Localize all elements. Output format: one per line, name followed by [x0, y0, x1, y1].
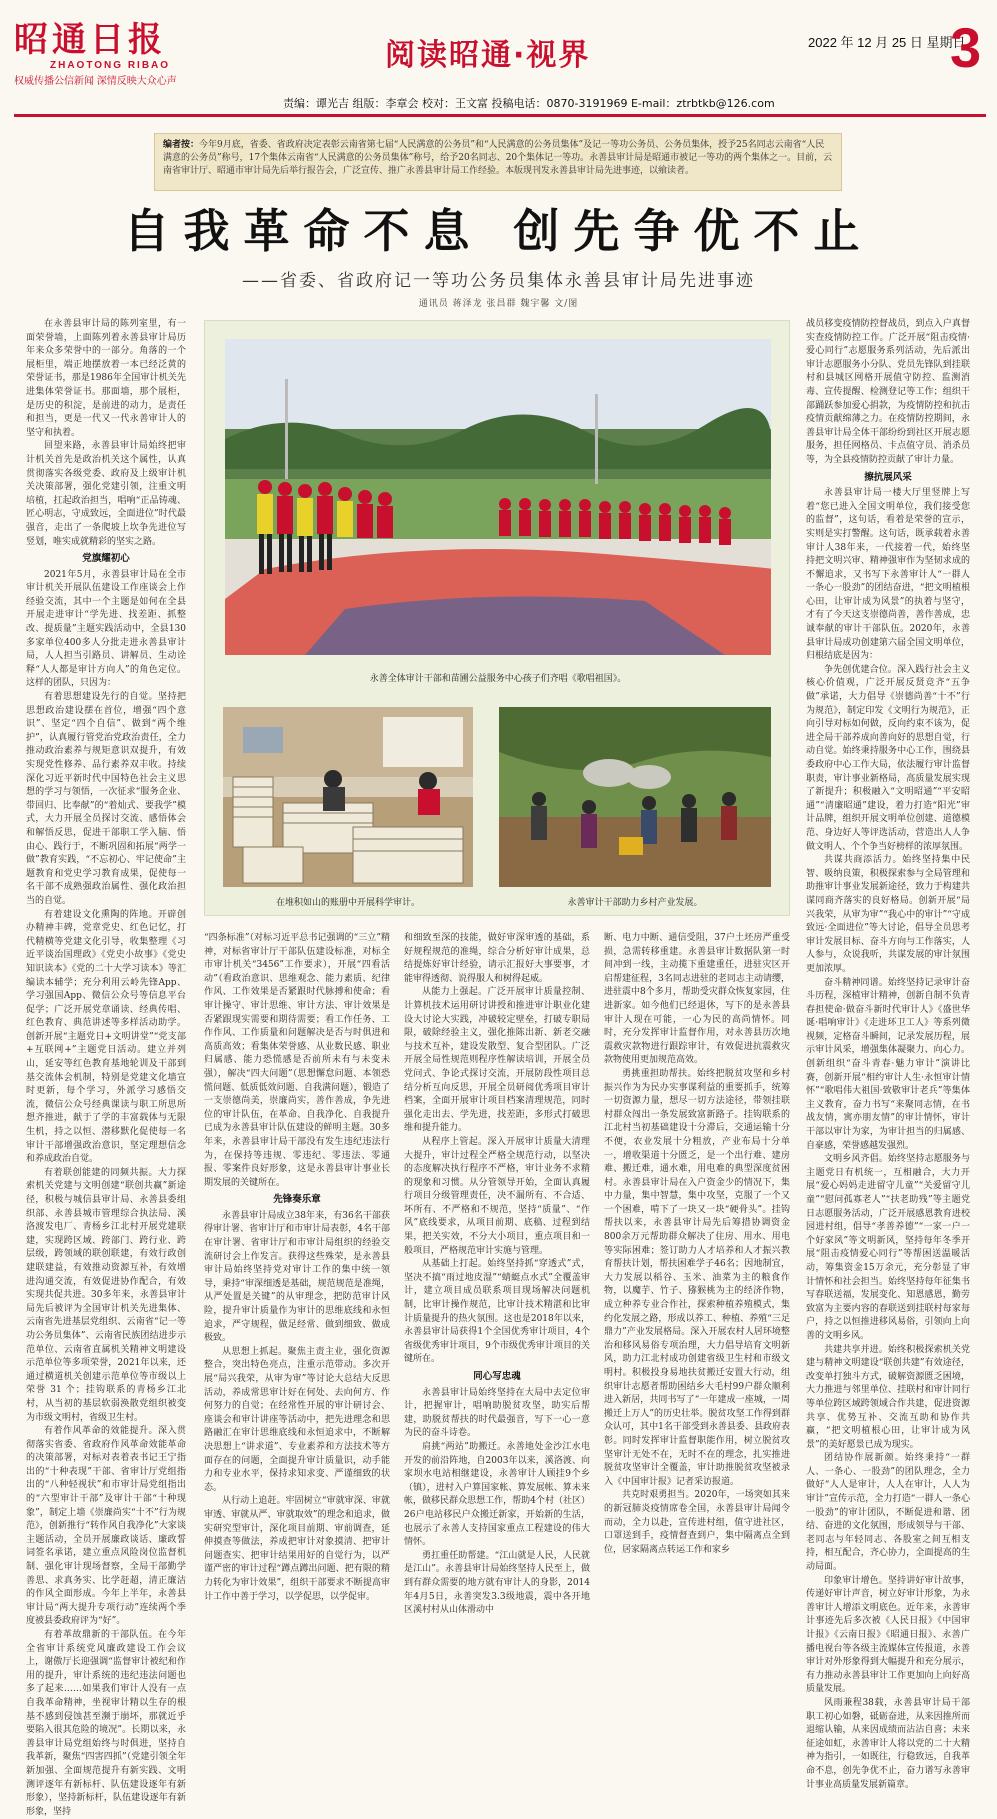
section-heading: 先锋奏乐章 [273, 1194, 321, 1206]
paragraph: 断、电力中断、通信受阻，37户土坯房严重受损，急需转移重建。永善县审计数据队第一时间冲到一线，主动揽下重建重任，进驻灾区开启帮建征程，3名同志进驻的老同志主动请缨，进驻震中8个多月，帮助受灾群众恢复家园，住进新家。如今他们已经退休，写下的是永善县审计人现在可能，一心为民的高尚情怀。同时，充分发挥审计监督作用，对永善县历次地震救灾款物进行跟踪审计，有效促进抗震救灾款物使用更加规范高效。 [604, 933, 790, 1066]
paragraph: 争先创优建合位。深入践行社会主义核心价值观，广泛开展反贤竞齐“五争做”承诺，大力倡导《崇德尚善“十不”行为规范》，制定印发《文明行为规范》，正向引导对标如何做，反向约束不该为，促进全局干部养成向善向好的思想自觉，行动自觉。始终秉持服务中心工作，围绕县委政府中心工作大局，依法履行审计监督职责，审计事业新格局，高质量发展实现了新提升；积极融入“文明昭通”“平安昭通”“清廉昭通”建设，着力打造“阳光”审计品牌，组织开展文明单位创建、道德模范、身边好人等评选活动，营造出人人争做文明人、个个争当好榜样的浓厚氛围。 [806, 664, 970, 852]
masthead [0, 0, 997, 112]
paragraph: 印象审计增色。坚持讲好审计故事，传递好审计声音，树立好审计形象，为永善审计人增添文明底色。近年来，永善审计事迹先后多次被《人民日报》《中国审计报》《云南日报》《昭通日报》、永善广播电视台等各级主流媒体宣传报道，永善审计对外形象得到大幅提升和充分展示，有力推动永善县审计工作更加向上向好高质量发展。 [806, 1575, 970, 1695]
group-singing-illustration [225, 339, 771, 655]
paragraph: 文明乡风齐倡。始终坚持志愿服务与主题党日有机统一，互相融合，大力开展“爱心妈妈走进留守儿童”“关爱留守儿童”“慰问孤寡老人”“扶老助残”等主题党日志愿服务活动，广泛开展感恩教育进校园进村组，倡导“孝善养德”“一家一户一个好家风”等文明新风，坚持每年冬季开展“阻击疫情爱心同行”等帮困送温暖活动，筹集资金15万余元，充分彰显了审计情怀和社会担当。始终坚持每年征集书写春联送福，发展变化、知恩感恩，勤劳致富为主要内容的春联送到挂联村每家每户，持之以恒推进移风易俗，引领向上向善的文明乡风。 [806, 1154, 970, 1341]
article-column-3 [404, 932, 590, 1616]
paragraph: 从程序上管起。深入开展审计质量大清理大提升，审计过程全严格全规范行动，以坚决的态度解决执行程序不严格，审计业务不求精的现象和习惯。从分管领导开始，全面认真履行项目分级管理责任，决不漏所有、不合适、坏所有、不严格和不规范，坚持“质量”、“作风”底线要求，从项目前期、底稿、过程到结果，把关实效，不分大小项目，重点项目和一般项目，严格规范审计实施与管理。 [404, 1136, 590, 1256]
logo-title: 昭通日报 [14, 20, 166, 60]
article-column-4 [604, 932, 790, 1568]
paragraph: 和细致至深的技能，做好审深审透的基础，系好规程规范的准绳，综合分析好审计成果，总结提炼好审计经验，请示汇报好大事要事，才能审得透彻、说得服人和树得起威。 [404, 933, 590, 984]
paragraph: 共谋共商添活力。始终坚持集中民智、吸纳良策，积极探索参与全局管理和助推审计事业发展新途径，致力于构建共谋同商齐落实的良好格局。创新开展“局兴我荣，从审为审”“我心中的审计”“守成致远·全面进位”等大讨论，倡导全员思考审计发展目标、奋斗方向与工作落实，人人参与，众说我听，共谋发展的审计氛围更加浓厚。 [806, 855, 970, 974]
paragraph: 有着联创能建的同频共振。大力探索机关党建与文明创建“联创共赢”新途径，积极与城信县审计局、永善县委组织部、永善县城市管理综合执法局、溪洛渡发电厂、青杨乡江北村开展党建联建，实现跨区域、跨部门、跨行业、跨层级，跨领域的联创联建，有效行政创建联建益，有效推动资源互补，有效增进沟通交流，有效促进协作配合，有效实现共促共进。30多年来，永善县审计局先后被评为全国审计机关先进集体、云南省先进基层党组织、云南省“记一等功公务员集体”、云南省民族团结进步示范单位、云南省直属机关精神文明建设示范单位等多项荣誉，2021年以来，还通过横道机关创建示范单位等市级以上荣誉 31 个；挂钩联系的青杨乡江北村，从当初的基层软弱涣散党组织被变为市级文明村，省级卫生村。 [26, 1167, 186, 1423]
paragraph: 回望来路，永善县审计局始终把审计机关首先是政治机关这个属性，认真贯彻落实各级党委、政府及上级审计机关决策部署，强化党建引领，注重文明培植，扛起政治担当，唱响“正品铸魂、匠心明志，守成致远，全面进位”时代最强音，走出了一条爬坡上坎争先进位写竖划，唯实成就精彩的坚实之路。 [26, 441, 186, 547]
article-subhead: ——省委、省政府记一等功公务员集体永善县审计局先进事迹 [242, 271, 755, 291]
paragraph: 团结协作展新颜。始终秉持“一群人、一条心、一股劲”的团队理念，全力做好“人人是审计，人人在审计，人人为审计”宣传示范，全力打造“一群人一条心一股劲”的审计团队，不断促进和谐、团结、奋进的文化氛围，形成领导与干部、老同志与年轻同志、各股室之间互相支持，相互配合，齐心协力，全面提高的生动局面。 [806, 1453, 970, 1573]
article-headline: 自我革命不息 创先争优不止 [123, 204, 874, 258]
right-photo-caption: 永善审计干部助力乡村产业发展。 [567, 898, 703, 908]
paragraph: 2021年5月，永善县审计局在全市审计机关开展队伍建设工作座谈会上作经验交流，其中一个主题是如何在全县开展走进审计“学先进、找差距、抓整改、提质量”主题实践活动中，全县130多家单位400多人分批走进永善县审计局，人人担当引路员、讲解员、生动诠释“人人都是审计方向人”的角色定位。这样的团队，只因为： [26, 569, 186, 689]
page-number: 3 [950, 16, 982, 79]
article-column-5 [806, 318, 970, 1790]
audit-office-illustration [223, 707, 473, 887]
paragraph: 永善县审计局始终坚持在大局中去定位审计，把握审计，唱响助脱贫攻坚，助实后帮建，助脱贫帮扶的时代最强音，写下一心一意为民的奋斗诗卷。 [404, 1387, 590, 1439]
left-photo-caption: 在堆积如山的账册中开展科学审计。 [275, 898, 420, 908]
section-heading: 擦抗展风采 [864, 471, 912, 483]
section-heading: 党旗耀初心 [82, 553, 130, 565]
paragraph: 奋斗精神同谱。始终坚持记录审计奋斗历程，深植审计精神，创新自制不负青春担使命·做奋斗新时代审计人》《盛世华诞·唱响审计》《走进环卫工人》等系列微视频，定格奋斗瞬间，记录发展历程，展示审计风采，增强集体凝聚力、向心力。创新组织“奋斗青春·魅力审计”演讲比赛，创新开展“相约审计人生·永恒审计情怀”“歌唱伟大祖国·致敬审计老兵”等集体主义教育，奋力书写“来聚同志情，在书战友情，寓亦朋友情”的审计情怀，审计干部以审计为家，为审计担当的归属感、自豪感，荣誉感越发强烈。 [806, 977, 970, 1151]
paragraph: 有着建设文化熏陶的阵地。开辟创办精神丰碑，党章党史、红色记忆，打代精横等党建文化引导，收集整理《习近平谈治国理政》《党史小故事》《党史知识读本》《党的二十大学习读本》等汇编读本辅学；充分利用云岭先锋App、学习强国App、微信公众号等信息平台促学；广泛开展党章诵读、经典传唱、红色教育、典范讲述等多样活动助学。创新开展“主题党日+文明讲堂”“党支部+互联网+”主题党日活动。建立并列山，延安等红色教育基地轮训及干部到基交流体会机制，特别是党建文化墙宣时更新，每个学习，外派学习感悟交流，微信公众号经典课读与职工所思所想齐推进，献于了学的丰富载体与无限生机，持之以恒、潜移默化促使每一名审计干部增强政治意识，坚定理想信念和养成政治自觉。 [26, 909, 186, 1165]
paragraph: 从能力上强起。广泛开展审计质量控制、计算机技术运用研讨讲授和推进审计职业化建设大讨论大实践，冲破较定壁垒，打破专职局限，破除经验主义，强化推陈出新、新老交融与技术互补，建设发散型、复合型团队。广泛开展全局性规范则程序性解读培训，开展全员党问式、争论式探讨交流，开展防段性项目总结分析互向反思，开展全员研阅优秀项目审计档案，全面开展审计项目档案清理规范，同时强化走出去、学先进，找差距，多形式打破思维和提升能力。 [404, 987, 590, 1134]
main-photo-caption: 永善全体审计干部和苗圃公益服务中心孩子们齐唱《歌唱祖国》。 [369, 674, 627, 684]
paragraph: 勇挑重担助帮扶。始终把脱贫攻坚和乡村振兴作为为民办实事谋利益的重要抓手，统筹一切资源力量，想尽一切方法途径，带领挂联村群众闯出一条发展致富新路子。挂钩联系的江北村当初基础建设十分滞后，交通运输十分不便，农业发展十分粗放，产业布局十分单一，增收渠道十分匮乏，是一个出行难、建房难、搬迁难，通水难，用电难的典型深度贫困村。永善县审计局在入户资金少的情况下，集中力量，集中智慧，集中攻坚，克服了一个又一个困难，啃下了一块又一块“硬骨头”。挂钩帮扶以来，永善县审计局先后筹措协调资金800余万元帮助群众解决了住房、用水、用电等实际困难；签订助力人才培养和人才振兴教育帮扶计划，帮扶困难学子46名；因地制宜，大力发展以稻谷、玉米、油菜为主的粮食作物，以魔芋、竹子、猕猴桃为主的经济作物，成立种养专业合作社，探索种植养殖模式，集约化发展之路，形成以养工、种植、养殖“三足鼎力”产业发展格局。深入开展农村人居环境整治和移风易俗专项治理，大力倡导培育文明新风，助力江北村成功创建省级卫生村和市级文明村。积极投身易地扶贫搬迁安置大行动，组织审计志愿者帮助困结乡大毛村99户群众顺利进入新居，共同书写了“一年建成一座城，一周搬迁上万人”的历史壮举。脱贫攻坚工作得到群众认可，其中1名干部受到永善县委、县政府表彰。同时发挥审计监督职能作用，树立脱贫攻坚审计无处不在，无时不在的理念，扎实推进脱贫攻坚审计全覆盖，审计助推脱贫攻坚被录入《中国审计报》记者采访报道。 [604, 1068, 790, 1487]
masthead-divider [14, 114, 986, 117]
editors-credit-line: 责编：谭光吉 组版：李章会 校对：王文富 投稿电话：0870-3191969 E-mail：ztrbtkb@126.com [283, 97, 775, 110]
main-photo-group-singing [225, 339, 771, 655]
article-column-1 [26, 318, 186, 1817]
section-title [385, 30, 590, 74]
editor-note-text: 今年9月底，省委、省政府决定表彰云南省第七届“人民满意的公务员”和“人民满意的公务员集体”及记一等功公务员、公务员集体，授予25名同志云南省“人民满意的公务员”称号，17个集体云南省“人民满意的公务员集体”称号，给予20名同志、20个集体记一等功。永善县审计局是昭通市被记一等功的两个集体之一。目前，云南省审计厅、昭通市审计局先后举行报告会，广泛宣传、推广永善县审计局工作经验。本版现刊发永善县审计局先进事迹，以飨读者。 [163, 140, 833, 176]
paragraph: 从思想上抓起。聚焦主责主业，强化资源整合，突出特色亮点，注重示范带动。多次开展“局兴我荣，从审为审”等讨论大总结大反思活动，养成常思审计好在何处、去向何方、作何努力的自觉；在经常性开展的审计研讨会、座谈会和审计讲座等活动中，把先进理念和思路融汇在审计思维底线和永恒追求中，不断解决思想上“讲求道”、专业素养和方法技术等方面存在的问题，全面提升审计质量识，动手能力和专业水平，保持求知求变、严谨细致的状态。 [204, 1346, 390, 1493]
paragraph: 永善县审计局成立38年来，有36名干部获得审计署、省审计厅和市审计局表彰，4名干部在审计署、省审计厅和市审计局组织的经验交流研讨会上作发言。获得这些殊荣，是永善县审计局始终坚持党对审计工作的集中统一领导，秉持“审深细透是基础，规范规范是准绳，从严处置是关键”的从审理念，把防范审计风险，提升审计质量作为审计的思维底线和永恒追求，严守规程，做足经常、做到细致、做成极致。 [204, 1210, 390, 1344]
photo-audit-office [223, 707, 473, 887]
photo-spread [204, 320, 790, 916]
section-title-main: 阅读昭通 [385, 38, 513, 73]
article-column-2 [204, 932, 390, 1602]
editor-note [154, 133, 842, 191]
newspaper-logo[interactable] [14, 20, 194, 90]
paragraph: 勇扛重任助帮建。“江山就是人民，人民就是江山”。永善县审计局始终坚持人民至上，做到有群众需要的地方就有审计人的身影，2014年4月5日，永善突发3.3级地震，震中各开地区溪村村从山体滑动中 [404, 1550, 590, 1616]
section-heading: 同心写忠魂 [473, 1371, 521, 1382]
paragraph: 有着作风革命的效能提升。深入贯彻落实省委、省政府作风革命效能革命的决策部署，对标对表着表书记王宁指出的“十种表现”干部、省审计厅党组指出的“八种轻视状”和市审计局党组指出的“六型审计干部”及审计干部“十种现象”，制定上墙《崇廉尚实“十不”行为规范》，创新推行“转作风自我净化”大家谈主题活动，全员开展廉政谈话、廉政誓词签名承诺，建立重点风险岗位监督机制、强化审计现场督察，全局干部勤学善思、求真务实、比学赶超，清正廉洁的作风全面形成。今年上半年，永善县审计局“两大提升专项行动”连续两个季度被县委政府评为“好”。 [26, 1426, 186, 1627]
paragraph: 战员移变疫情防控督战员，到点入户真督实查疫情防控工作。广泛开展“阻击疫情·爱心同行”志愿服务系列活动，先后派出审计志愿服务小分队、党员先锋队到挂联村和县城区网格开展值守防控、监测消毒、宣传提醒、检测登记等工作；组织干部踊跃参加爱心捐款，为疫情防控和抗击疫情贡献绵薄之力。在疫情防控期间，永善县审计局全体干部纷纷到社区开展志愿服务，担任网格员、卡点值守员、消杀员等，为全县疫情防控贡献了审计力量。 [806, 319, 970, 465]
paragraph: 肩挑“两站”助搬迁。永善地处金沙江水电开发的前沿阵地，自2003年以来，溪洛渡、向家坝水电站相继建设，永善审计人顾挂9个乡（镇），进村入户算国家帐、算发展帐、算未来帐，做移民群众思想工作，帮助4个村（社区）26户电站移民户众搬迁新家，开始新的生活，也展示了永善人支持国家重点工程建设的伟大情怀。 [404, 1441, 590, 1548]
photo-rural-industry [499, 707, 771, 887]
rural-field-illustration [499, 707, 771, 887]
paragraph: 共克时艰勇担当。2020年，一场突如其来的新冠肺炎疫情席卷全国，永善县审计局闻令而动，全力以赴，宣传进村组，值守进社区，口罩送到手，疫情督查到户，集中隔离点全到位，居家隔离点转运工作和家乡 [604, 1490, 790, 1555]
paragraph: 永善县审计局一楼大厅里竖牌上写着“您已进入全国文明单位，我们接受您的监督”，这句话，看着是荣誉的宣示，实则是实打警醒。这句话，既承载着永善审计人38年来，一代接着一代，始终坚持把文明兴审、精神强审作为坚韧求成的不懈追求，又书写下永善审计人“一群人一条心一股劲”的团结奋进，“把文明植根心田，让审计成为风景”的执着与坚守，才有了今天这支崇德尚善，善作善成，忠诚奉献的审计干部队伍。2020年，永善县审计局成功创建第六届全国文明单位，归根结底是因为： [806, 488, 970, 662]
logo-english: ZHAOTONG RIBAO [50, 60, 171, 71]
paragraph: 有着思想建设先行的自觉。坚持把思想政治建设摆在首位，增强“四个意识”、坚定“四个自信”、做到“两个维护”，认真履行管党治党政治责任，全力推动政治素养与规矩意识双提升，有效实现党性修养、品行素养双丰收。持续深化习近平新时代中国特色社会主义思想的学习与领悟，一次征求“服务企业、带回归、比奉献”的“着灿式、要我学”模式，大力开展全员探讨交流、感悟体会和解悟反思，促进干部职工学入脑、悟由心、践行于，不断巩固和拓展“两学一做”教育实践，“不忘初心、牢记使命”主题教育和党史学习教育成果，促使每一名干部不成熟强政治属性、强化政治担当的自觉。 [26, 692, 186, 906]
article-byline: 通讯员 蒋泽龙 张昌群 魏宇馨 文/图 [418, 299, 579, 309]
paragraph: 在永善县审计局的陈列室里，有一面荣誉墙，上面陈列着永善县审计局历年来众多荣誉中的一部分。角落的一个展柜里，端正地摆放着一本已经泛黄的荣誉证书，那是1986年全国审计机关先进集体荣誉证书。那面墙，那个展柜，是历史的积淀，是前进的动力，是责任和担当，更是一代又一代永善审计人的坚守和执着。 [26, 319, 186, 438]
section-title-sep: · [513, 38, 527, 73]
logo-motto: 权威传播公信新闻 深情反映大众心声 [14, 76, 177, 87]
paragraph: 从基础上打起。始终坚持抓“穿透式”式，坚决不搞“雨过地皮湿”“蜻蜓点水式”全覆盖审计，建立项目成员联系项目现场解决问题机制，比审计操作规范，比审计技术精湛和比审计质量提升的热火氛围。这也是2018年以来，永善县审计局获得1个全国优秀审计项目，4个省级优秀审计项目，9个市级优秀审计项目的关键所在。 [404, 1259, 590, 1365]
paragraph: 从行动上追赶。牢固树立“审就审深、审就审透、审就从严、审就取效”的理念和追求，做实研究型审计，深化项目前期、审前调查，延伸摸查等做法，养成把审计对象摸清、把审计问题查实、把审计结果用好的自觉行为，以严谨严密的审计过程“蹲点蹲出问题、把有限的精力转化为审计效果”，组织干部要求不断提高审计工作中善于学习，以学促思，以学促审。 [204, 1496, 390, 1602]
editor-note-label: 编者按： [163, 140, 200, 150]
paragraph: 共建共享并进。始终积极探索机关党建与精神文明建设“联创共建”有效途径，改变单打独斗方式，破解资源匮乏困境，大力推进与邻里单位、挂联村和审计同行等单位跨区域跨领域合作共建，促进资源共享、优势互补、交流互助和协作共赢，“把文明植根心田，让审计成为风景”的美好愿景已成为现实。 [806, 1344, 970, 1450]
issue-date: 2022 年 12 月 25 日 星期日 [808, 35, 966, 50]
paragraph: 有着革故鼎新的干部队伍。在今年全省审计系统党风廉政建设工作会议上，谢傲厅长迎强调“监督审计被纪和作用的提升，审计系统的违纪违法问题也多了起来……如果我们审计人没有一点自我革命精神，坐视审计精以生存的根基不感到侵蚀甚至濒于崩坏，那就近乎要陷入很其危险的境况”。长期以来，永善县审计局党组始终与时俱进，坚持自我革新，聚焦“四害四抓”（党建引领全年新加强、全面规范提升有新实践、文明测评逐年有新标杆、队伍建设逐年有新形象），坚持新标杆，队伍建设逐年有新形象，坚持 [26, 1630, 186, 1817]
section-title-accent: 视界 [526, 38, 591, 73]
paragraph: “四条标准”（对标习近平总书记强调的“三立”精神，对标省审计厅干部队伍建设标准，对标全市审计机关“3456”工作要求），开展“四看活动”（看政治意识、思维观念、能力素质、纪律作风、工作效果是否紧跟时代脉搏和使命；看审计操守、审计思维、审计方法、审计效果是否紧跟现实需要和期待需要；看工作任务、工作作风、工作质量和问题解决是否与时俱进和高质高效；看集体荣誉感、从业数民感、职业归属感、能力恐慌感是否前所未有与未变未强），解决“四大问题”（思想懈怠问题、本领恐慌问题、低质低效问题、自我满问题），锻造了一支崇德尚美，崇廉尚实，善作善成，争先进位的审计队伍，在革命、自我净化、自我提升已成为永善县审计队伍建设的鲜明主题。30多年来，永善县审计局干部没有发生违纪违法行为，在保持等违规、零违纪、零违法、零通报、零案件良好形象，这是永善县审计事业长期发展的关键所在。 [204, 933, 390, 1188]
paragraph: 风雨兼程38载，永善县审计局干部职工初心如磐，砥砺奋进，从来因推所而退缩认输，从来因成绩而沾沾自喜；未来征途如虹，永善审计人将以党的二十大精神为指引，一如既往，行稳致远，自我革命不息，创先争优不止，奋力谱写永善审计事业高质量发展新篇章。 [806, 1697, 970, 1790]
